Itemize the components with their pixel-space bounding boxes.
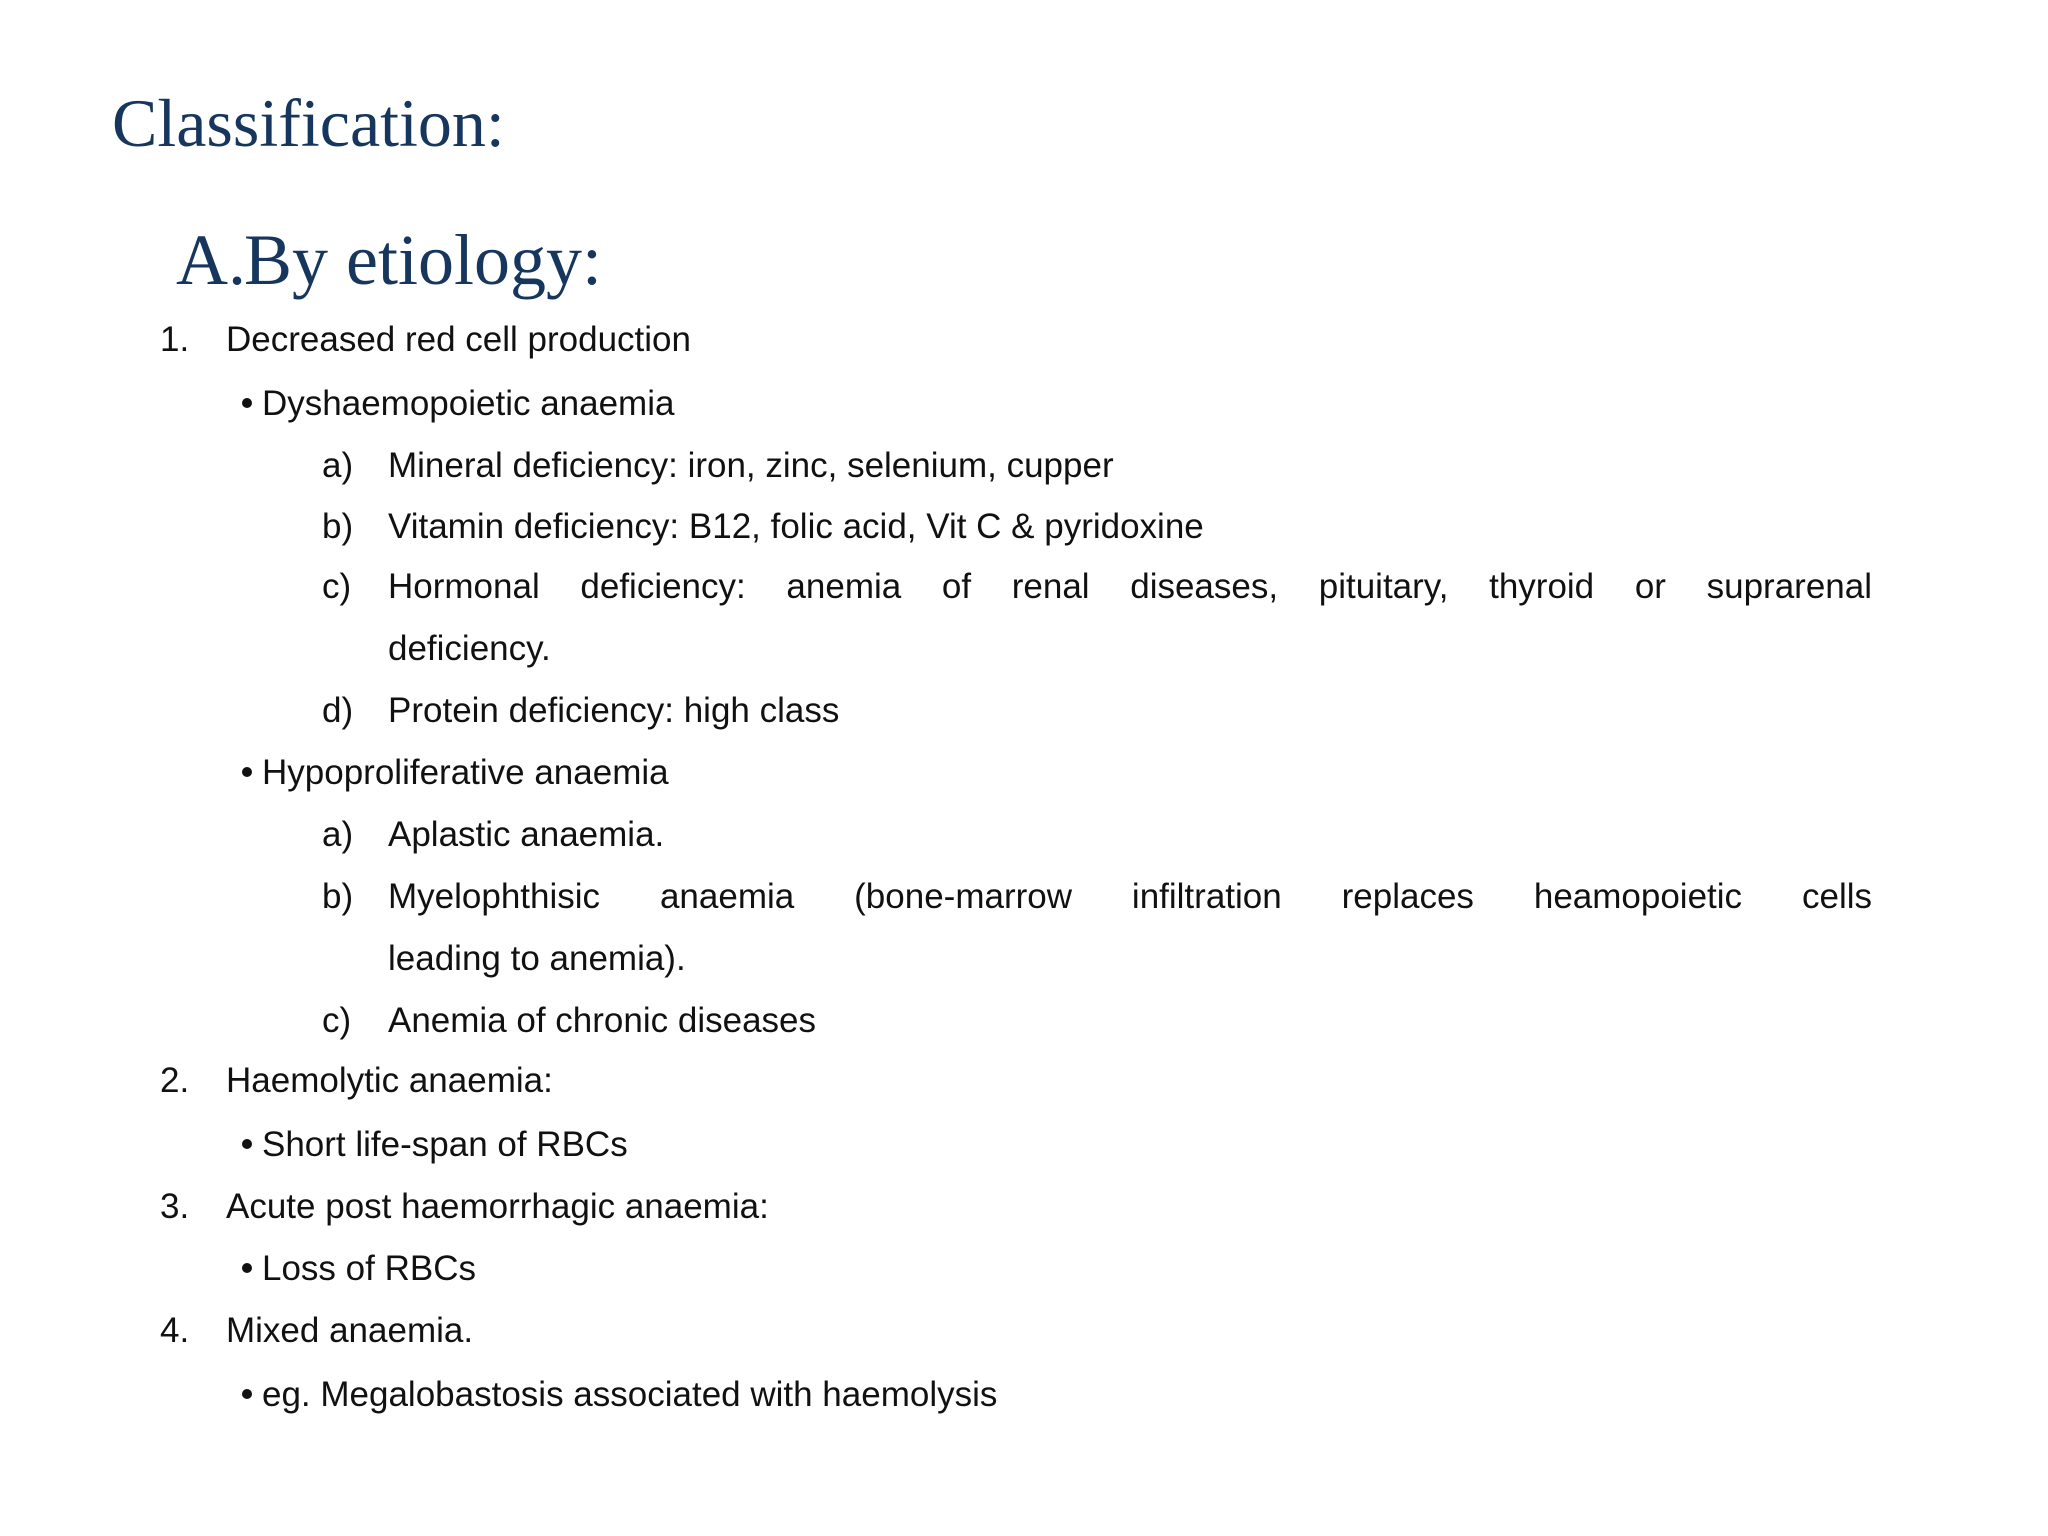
list-item-text: Decreased red cell production: [226, 320, 691, 359]
bullet-item-dyshaemopoietic: [242, 373, 674, 435]
sub-item-text: Vitamin deficiency: B12, folic acid, Vit C & pyridoxine: [388, 507, 1204, 546]
sub-item-letter: b): [322, 507, 354, 546]
sub-item-letter: a): [322, 815, 354, 854]
sub-item-letter: c): [322, 1001, 352, 1040]
bullet-item-short-life: [242, 1114, 628, 1176]
bullet-item-hypoproliferative: [242, 742, 669, 804]
list-number: 3.: [160, 1187, 190, 1226]
list-number: 1.: [160, 320, 190, 359]
section-heading-text: By etiology:: [244, 220, 602, 300]
bullet-icon: [242, 1263, 252, 1273]
sub-item-continuation: deficiency.: [388, 629, 551, 668]
sub-item-myelophthisic: [322, 866, 1872, 928]
sub-item-text: Mineral deficiency: iron, zinc, selenium, cupper: [388, 446, 1114, 485]
bullet-item-text: Loss of RBCs: [262, 1249, 476, 1288]
bullet-icon: [242, 398, 252, 408]
sub-item-text: Aplastic anaemia.: [388, 815, 665, 854]
sub-item-letter: d): [322, 691, 354, 730]
sub-item-text: Hormonal deficiency: anemia of renal diseases, pituitary, thyroid or suprarenal: [388, 567, 1872, 606]
list-item-1: [160, 309, 691, 371]
list-number: 4.: [160, 1311, 190, 1350]
bullet-item-text: eg. Megalobastosis associated with haemolysis: [262, 1375, 998, 1414]
list-item-text: Acute post haemorrhagic anaemia:: [226, 1187, 769, 1226]
sub-item-letter: c): [322, 567, 352, 606]
sub-item-aplastic: [322, 804, 664, 866]
sub-item-text: Protein deficiency: high class: [388, 691, 840, 730]
list-item-3: [160, 1176, 769, 1238]
bullet-item-example: [242, 1364, 997, 1426]
sub-item-letter: a): [322, 446, 354, 485]
sub-item-letter: b): [322, 877, 354, 916]
list-item-text: Haemolytic anaemia:: [226, 1061, 553, 1100]
bullet-item-text: Dyshaemopoietic anaemia: [262, 384, 675, 423]
sub-item-protein: [322, 680, 839, 742]
list-item-text: Mixed anaemia.: [226, 1311, 474, 1350]
section-heading: [176, 214, 602, 306]
sub-item-mineral: [322, 435, 1114, 497]
list-item-4: [160, 1300, 473, 1362]
sub-item-text: Anemia of chronic diseases: [388, 1001, 816, 1040]
sub-item-hormonal: [322, 556, 1872, 618]
bullet-icon: [242, 1389, 252, 1399]
list-item-2: [160, 1050, 553, 1112]
bullet-item-text: Short life-span of RBCs: [262, 1125, 628, 1164]
bullet-item-text: Hypoproliferative anaemia: [262, 753, 669, 792]
bullet-icon: [242, 1139, 252, 1149]
bullet-item-loss: [242, 1238, 476, 1300]
sub-item-chronic: [322, 990, 816, 1052]
sub-item-vitamin: [322, 496, 1204, 558]
sub-item-continuation: leading to anemia).: [388, 939, 686, 978]
bullet-icon: [242, 767, 252, 777]
sub-item-text: Myelophthisic anaemia (bone-marrow infiltration replaces heamopoietic cells: [388, 877, 1872, 916]
page-title: Classification:: [112, 85, 505, 161]
section-marker: A.: [176, 220, 246, 300]
list-number: 2.: [160, 1061, 190, 1100]
